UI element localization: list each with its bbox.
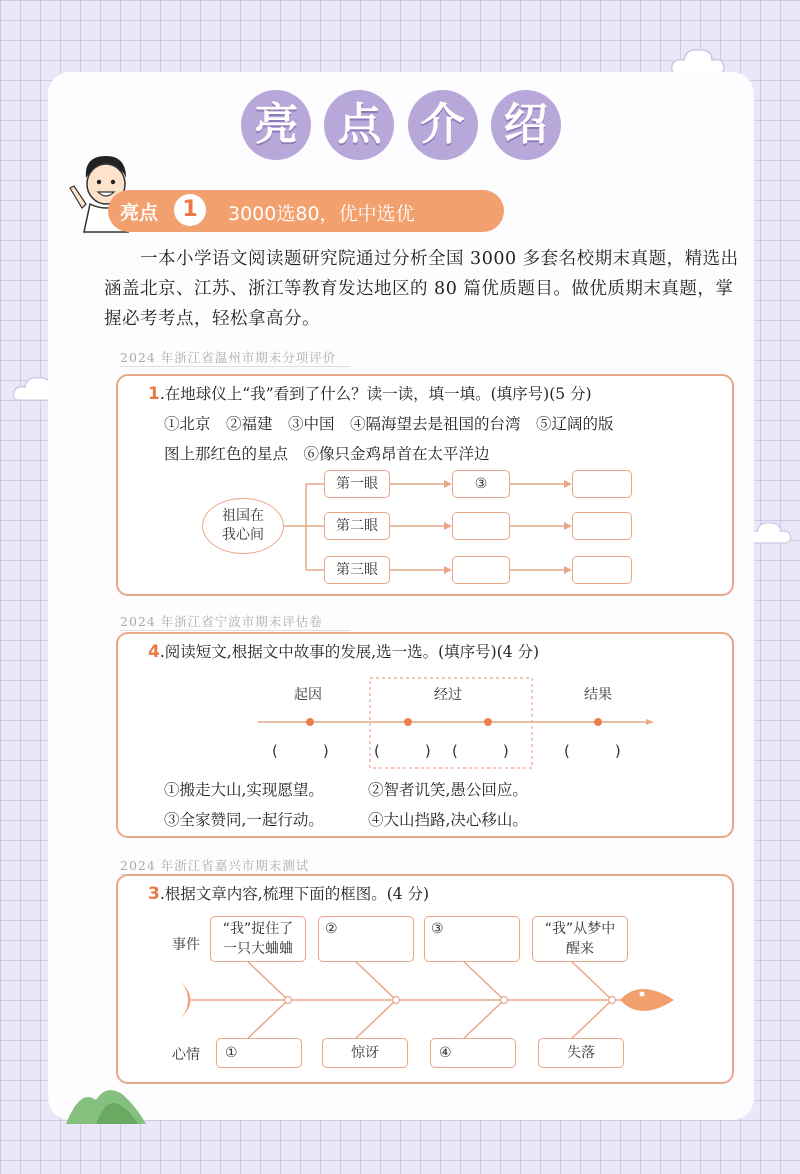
event-row-label: 事件 xyxy=(172,937,200,953)
answer-box[interactable] xyxy=(572,470,632,498)
question-box-1 xyxy=(116,374,734,596)
highlight-label: 亮点 xyxy=(120,202,159,224)
answer-blank[interactable]: ( ) xyxy=(452,742,509,760)
stage-label: 结果 xyxy=(584,687,612,703)
event-box[interactable] xyxy=(210,916,306,962)
answer-blank[interactable]: ( ) xyxy=(374,742,431,760)
mood-row-label: 心情 xyxy=(172,1047,200,1063)
question-number: 1 xyxy=(148,384,160,404)
row-label-box: 第一眼 xyxy=(324,470,390,498)
fish-head xyxy=(620,989,674,1011)
fish-tail xyxy=(180,980,190,1020)
question-source-label: 2024 年浙江省温州市期末分项评价 xyxy=(120,350,337,365)
question-text: .阅读短文,根据文中故事的发展,选一选。(填序号)(4 分) xyxy=(159,643,540,661)
mountains-decoration xyxy=(66,1084,146,1124)
content-card xyxy=(48,72,754,1120)
question-source-label: 2024 年浙江省嘉兴市期末测试 xyxy=(120,858,310,873)
highlight-text: 3000选80，优中选优 xyxy=(228,203,415,225)
center-oval-line: 我心间 xyxy=(222,527,264,543)
page-title xyxy=(48,90,754,160)
event-box-line: “我”捉住了 xyxy=(222,921,294,937)
question-text: .在地球仪上“我”看到了什么？读一读，填一填。(填序号)(5 分) xyxy=(159,385,592,403)
row-label-box: 第二眼 xyxy=(324,512,390,540)
center-oval-line: 祖国在 xyxy=(222,508,264,524)
timeline-dot xyxy=(484,718,492,726)
event-box[interactable] xyxy=(318,916,414,962)
event-box[interactable] xyxy=(532,916,628,962)
option-item: ②智者讥笑,愚公回应。 xyxy=(368,781,528,799)
question-box-4 xyxy=(116,632,734,838)
highlight-number-badge: 1 xyxy=(174,194,206,226)
question-text: .根据文章内容,梳理下面的框图。(4 分) xyxy=(159,885,430,903)
answer-box[interactable] xyxy=(452,556,510,584)
mood-box[interactable]: 惊讶 xyxy=(322,1038,408,1068)
divider xyxy=(120,630,350,631)
highlight-banner xyxy=(108,190,504,232)
divider xyxy=(120,366,350,367)
title-char: 绍 xyxy=(491,90,561,160)
options-line: 图上那红色的星点 ⑥像只金鸡昂首在太平洋边 xyxy=(164,445,490,463)
event-box-line: ② xyxy=(325,921,338,937)
event-box-line: “我”从梦中 xyxy=(544,921,616,937)
timeline-dot xyxy=(404,718,412,726)
answer-blank[interactable]: ( ) xyxy=(564,742,621,760)
event-box[interactable] xyxy=(424,916,520,962)
timeline xyxy=(118,634,732,836)
event-box-line: 一只大蛐蛐 xyxy=(223,941,293,957)
title-char: 点 xyxy=(324,90,394,160)
question-number: 3 xyxy=(148,884,160,904)
mood-box[interactable]: ① xyxy=(216,1038,302,1068)
fishbone-diagram xyxy=(118,876,732,1082)
event-box-line: ③ xyxy=(431,921,444,937)
option-item: ④大山挡路,决心移山。 xyxy=(368,811,528,829)
timeline-arrow xyxy=(646,719,654,725)
answer-blank[interactable]: ( ) xyxy=(272,742,329,760)
title-char: 介 xyxy=(408,90,478,160)
question-source-label: 2024 年浙江省宁波市期末评估卷 xyxy=(120,614,323,629)
timeline-dot xyxy=(594,718,602,726)
option-item: ③全家赞同,一起行动。 xyxy=(164,811,324,829)
title-char: 亮 xyxy=(241,90,311,160)
question-number: 4 xyxy=(148,642,160,662)
stage-label: 起因 xyxy=(294,687,322,703)
mood-box[interactable]: 失落 xyxy=(538,1038,624,1068)
answer-box[interactable] xyxy=(452,512,510,540)
connector-lines xyxy=(118,376,732,594)
event-box-line: 醒来 xyxy=(566,941,594,957)
stage-label: 经过 xyxy=(434,687,462,703)
mood-box[interactable]: ④ xyxy=(430,1038,516,1068)
timeline-dot xyxy=(306,718,314,726)
intro-paragraph: 一本小学语文阅读题研究院通过分析全国 3000 多套名校期末真题，精选出涵盖北京、江苏、浙江等教育发达地区的 80 篇优质题目。做优质期末真题，掌握必考考点，轻松拿高分。 xyxy=(104,249,739,329)
options-line: ①北京 ②福建 ③中国 ④隔海望去是祖国的台湾 ⑤辽阔的版 xyxy=(164,415,614,433)
question-box-3 xyxy=(116,874,734,1084)
answer-box[interactable]: ③ xyxy=(452,470,510,498)
option-item: ①搬走大山,实现愿望。 xyxy=(164,781,324,799)
answer-box[interactable] xyxy=(572,512,632,540)
answer-box[interactable] xyxy=(572,556,632,584)
row-label-box: 第三眼 xyxy=(324,556,390,584)
center-oval xyxy=(202,498,284,554)
